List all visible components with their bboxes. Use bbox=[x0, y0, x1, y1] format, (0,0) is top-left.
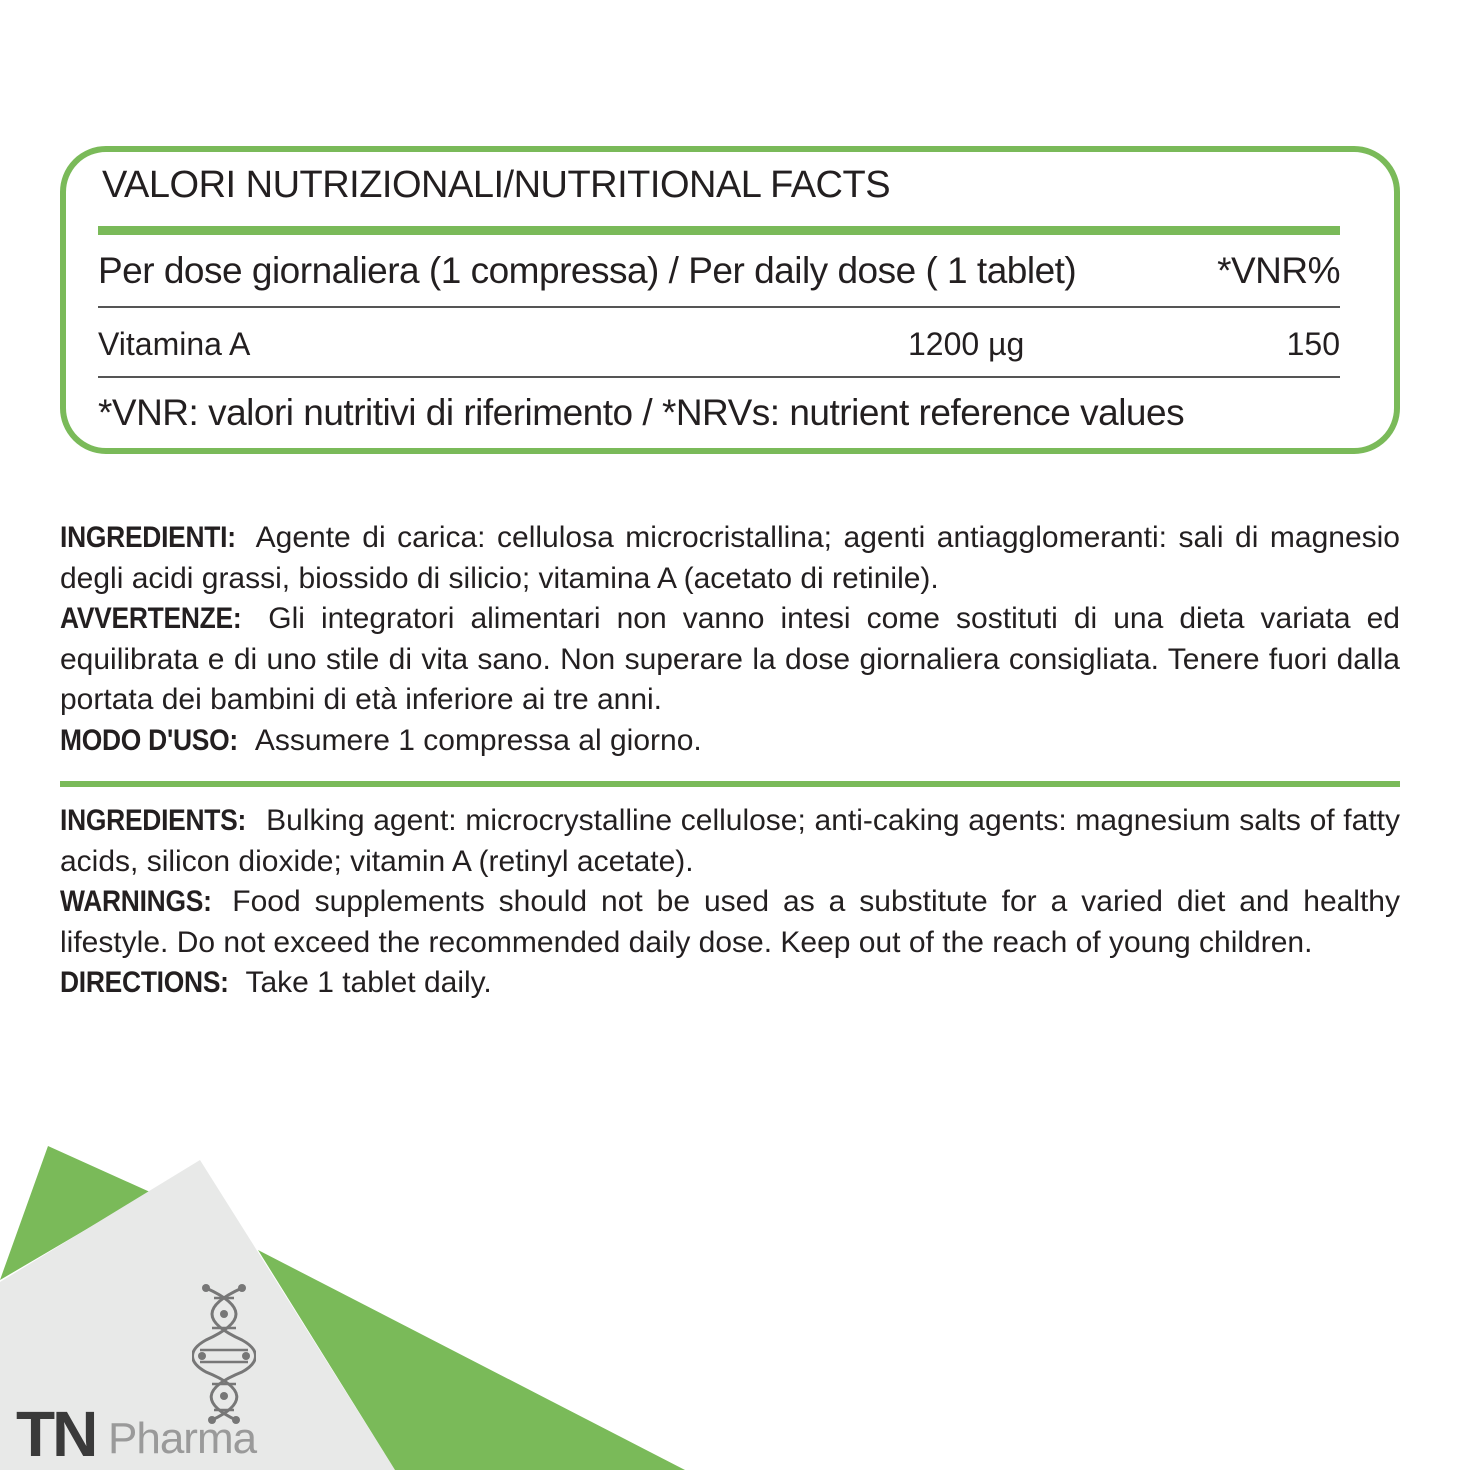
title-underline-bar bbox=[98, 226, 1340, 235]
warnings-label-en: WARNINGS: bbox=[60, 885, 212, 918]
nutrient-nrv: 150 bbox=[1286, 326, 1340, 362]
italian-warnings bbox=[60, 599, 1400, 721]
nutrition-facts-title: VALORI NUTRIZIONALI/NUTRITIONAL FACTS bbox=[102, 164, 891, 206]
nrv-header: *VNR% bbox=[1217, 250, 1340, 291]
table-row bbox=[98, 310, 1340, 378]
italian-section bbox=[60, 518, 1400, 761]
nutrient-amount: 1200 µg bbox=[908, 326, 1025, 362]
italian-usage bbox=[60, 721, 1400, 762]
directions-label-en: DIRECTIONS: bbox=[60, 966, 229, 999]
brand-logo-pharma: Pharma bbox=[108, 1414, 257, 1463]
brand-logo-tn: TN bbox=[16, 1398, 96, 1470]
nutrition-facts-box bbox=[60, 146, 1400, 454]
warnings-label-it: AVVERTENZE: bbox=[60, 602, 242, 635]
nrv-footnote: *VNR: valori nutritivi di riferimento / *NRVs: nutrient reference values bbox=[98, 392, 1185, 433]
ingredients-text-it: Agente di carica: cellulosa microcristallina; agenti antiagglomeranti: sali di magnesio degli acidi grassi, biossido di silicio; vitamina A (acetato di retinile). bbox=[60, 521, 1400, 595]
ingredients-label-en: INGREDIENTS: bbox=[60, 804, 247, 837]
table-header-row bbox=[98, 240, 1340, 308]
ingredients-label-it: INGREDIENTI: bbox=[60, 521, 236, 554]
dose-header: Per dose giornaliera (1 compressa) / Per daily dose ( 1 tablet) bbox=[98, 250, 1077, 291]
english-directions bbox=[60, 963, 1400, 1004]
usage-text-it: Assumere 1 compressa al giorno. bbox=[254, 723, 702, 757]
directions-text-en: Take 1 tablet daily. bbox=[245, 966, 492, 999]
english-section bbox=[60, 801, 1400, 1004]
dna-helix-icon bbox=[192, 1284, 256, 1424]
nutrient-name: Vitamina A bbox=[98, 326, 251, 362]
ingredients-text-en: Bulking agent: microcrystalline cellulose; anti-caking agents: magnesium salts of fatty acids, silicon dioxide; vitamin A (retinyl acetate). bbox=[60, 804, 1400, 878]
warnings-text-en: Food supplements should not be used as a substitute for a varied diet and healthy lifestyle. Do not exceed the recommended daily dose. Keep out of the reach of young children. bbox=[60, 885, 1400, 959]
english-warnings bbox=[60, 882, 1400, 963]
warnings-text-it: Gli integratori alimentari non vanno intesi come sostituti di una dieta variata ed equilibrata e di uno stile di vita sano. Non superare la dose giornaliera consigliata. Tenere fuori dalla portata dei bambini di età inferiore ai tre anni. bbox=[60, 602, 1400, 716]
italian-ingredients bbox=[60, 518, 1400, 599]
section-divider bbox=[60, 781, 1400, 787]
usage-label-it: MODO D'USO: bbox=[60, 723, 238, 757]
english-ingredients bbox=[60, 801, 1400, 882]
